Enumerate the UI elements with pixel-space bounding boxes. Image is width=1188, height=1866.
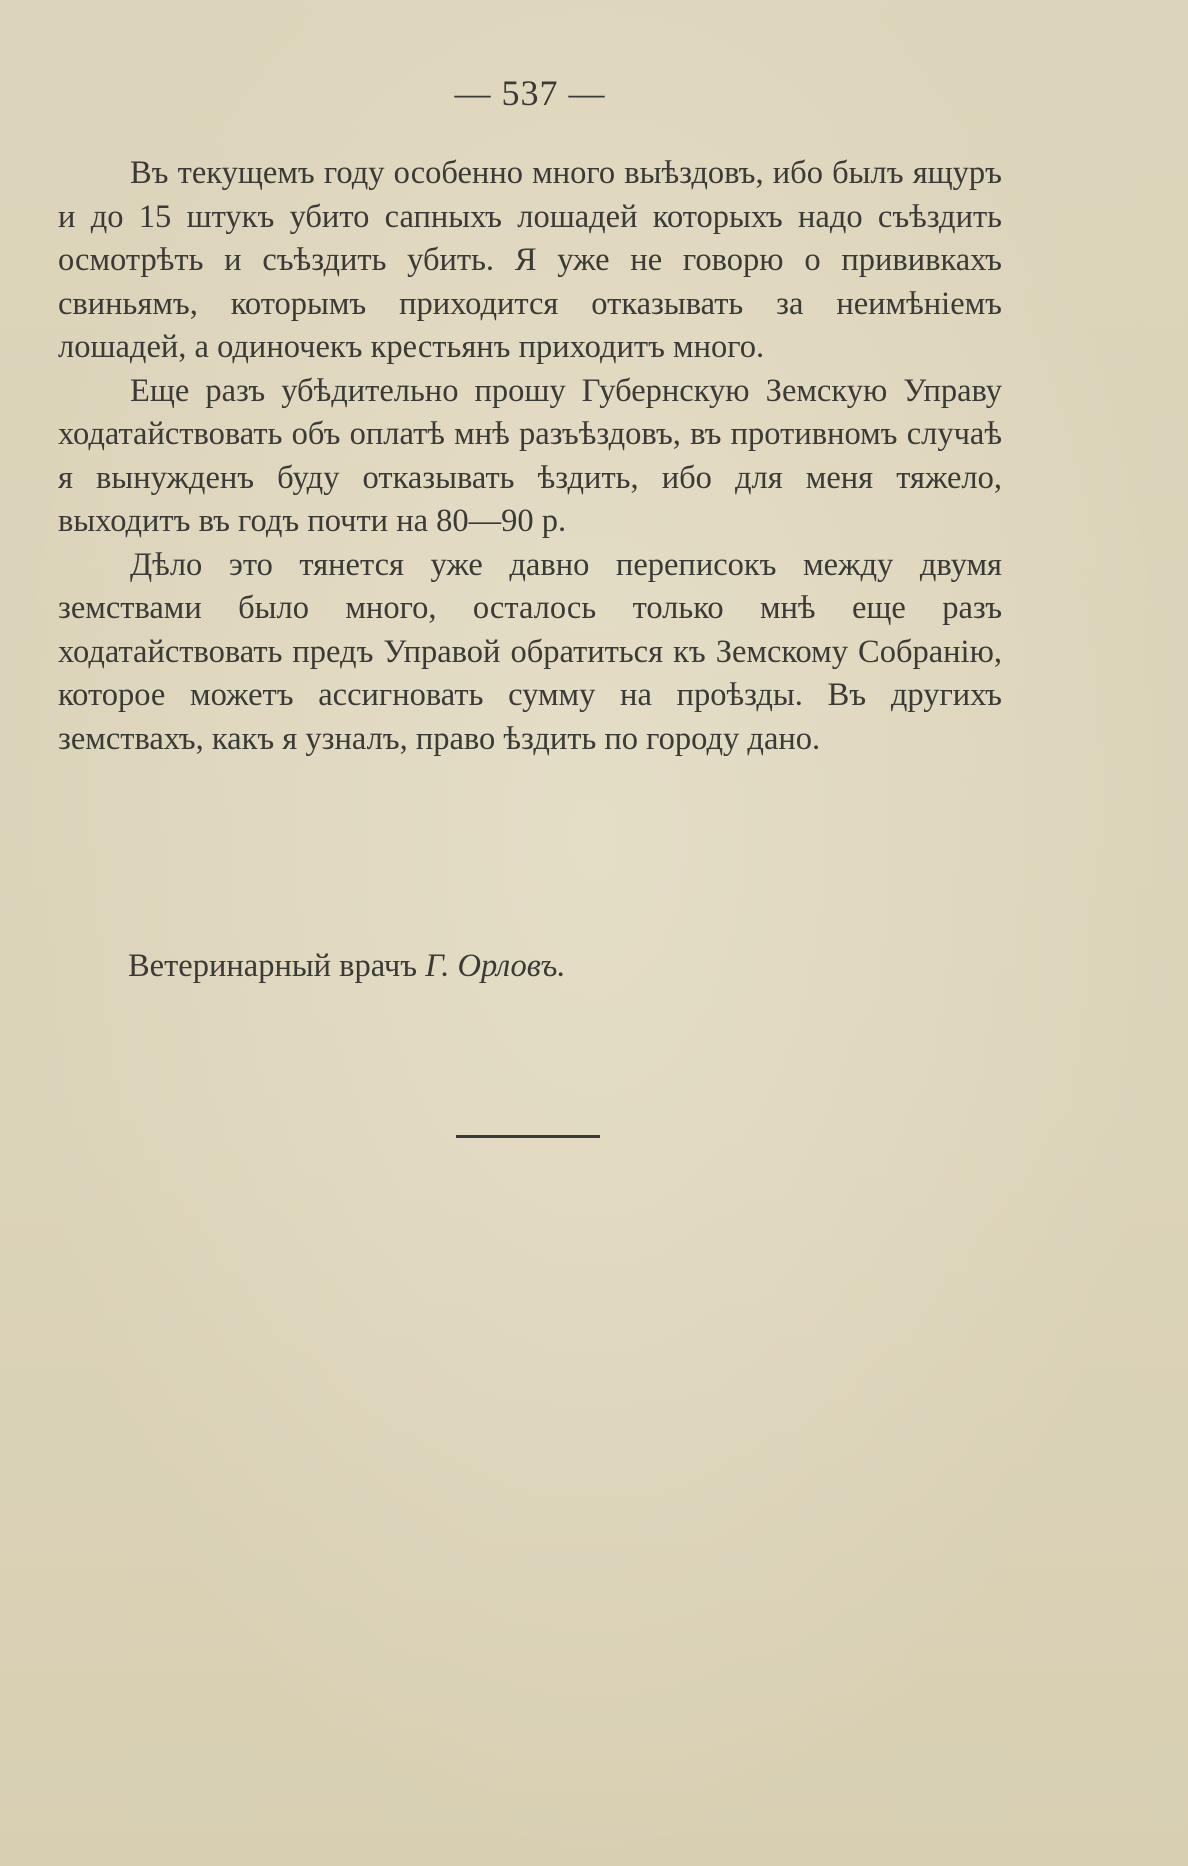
page-number: — 537 — xyxy=(454,73,606,113)
paragraph-1: Въ текущемъ году особенно много выѣздовъ, ибо былъ ящуръ и до 15 штукъ убито сапныхъ лошадей которыхъ надо съѣздить осмотрѣть и съѣздить убить. Я уже не говорю о прививкахъ свиньямъ, которымъ приходится отказывать за неимѣніемъ лошадей, а одиночекъ крестьянъ приходитъ много. xyxy=(58,155,1002,365)
closing-rule xyxy=(456,1135,600,1138)
signature-title: Ветеринарный врачъ xyxy=(128,948,418,984)
body-text xyxy=(58,152,1002,761)
signature-name: Г. Орловъ. xyxy=(425,948,566,984)
signature xyxy=(128,948,565,985)
paragraph-2: Еще разъ убѣдительно прошу Губернскую Земскую Управу ходатайствовать объ оплатѣ мнѣ разъѣздовъ, въ противномъ случаѣ я вынужденъ буду отказывать ѣздить, ибо для меня тяжело, выходитъ въ годъ почти на 80—90 р. xyxy=(58,372,1002,539)
paragraph-3: Дѣло это тянется уже давно переписокъ между двумя земствами было много, осталось только мнѣ еще разъ ходатайствовать предъ Управой обратиться къ Земскому Собранію, которое можетъ ассигновать сумму на проѣзды. Въ другихъ земствахъ, какъ я узналъ, право ѣздить по городу дано. xyxy=(58,546,1002,757)
